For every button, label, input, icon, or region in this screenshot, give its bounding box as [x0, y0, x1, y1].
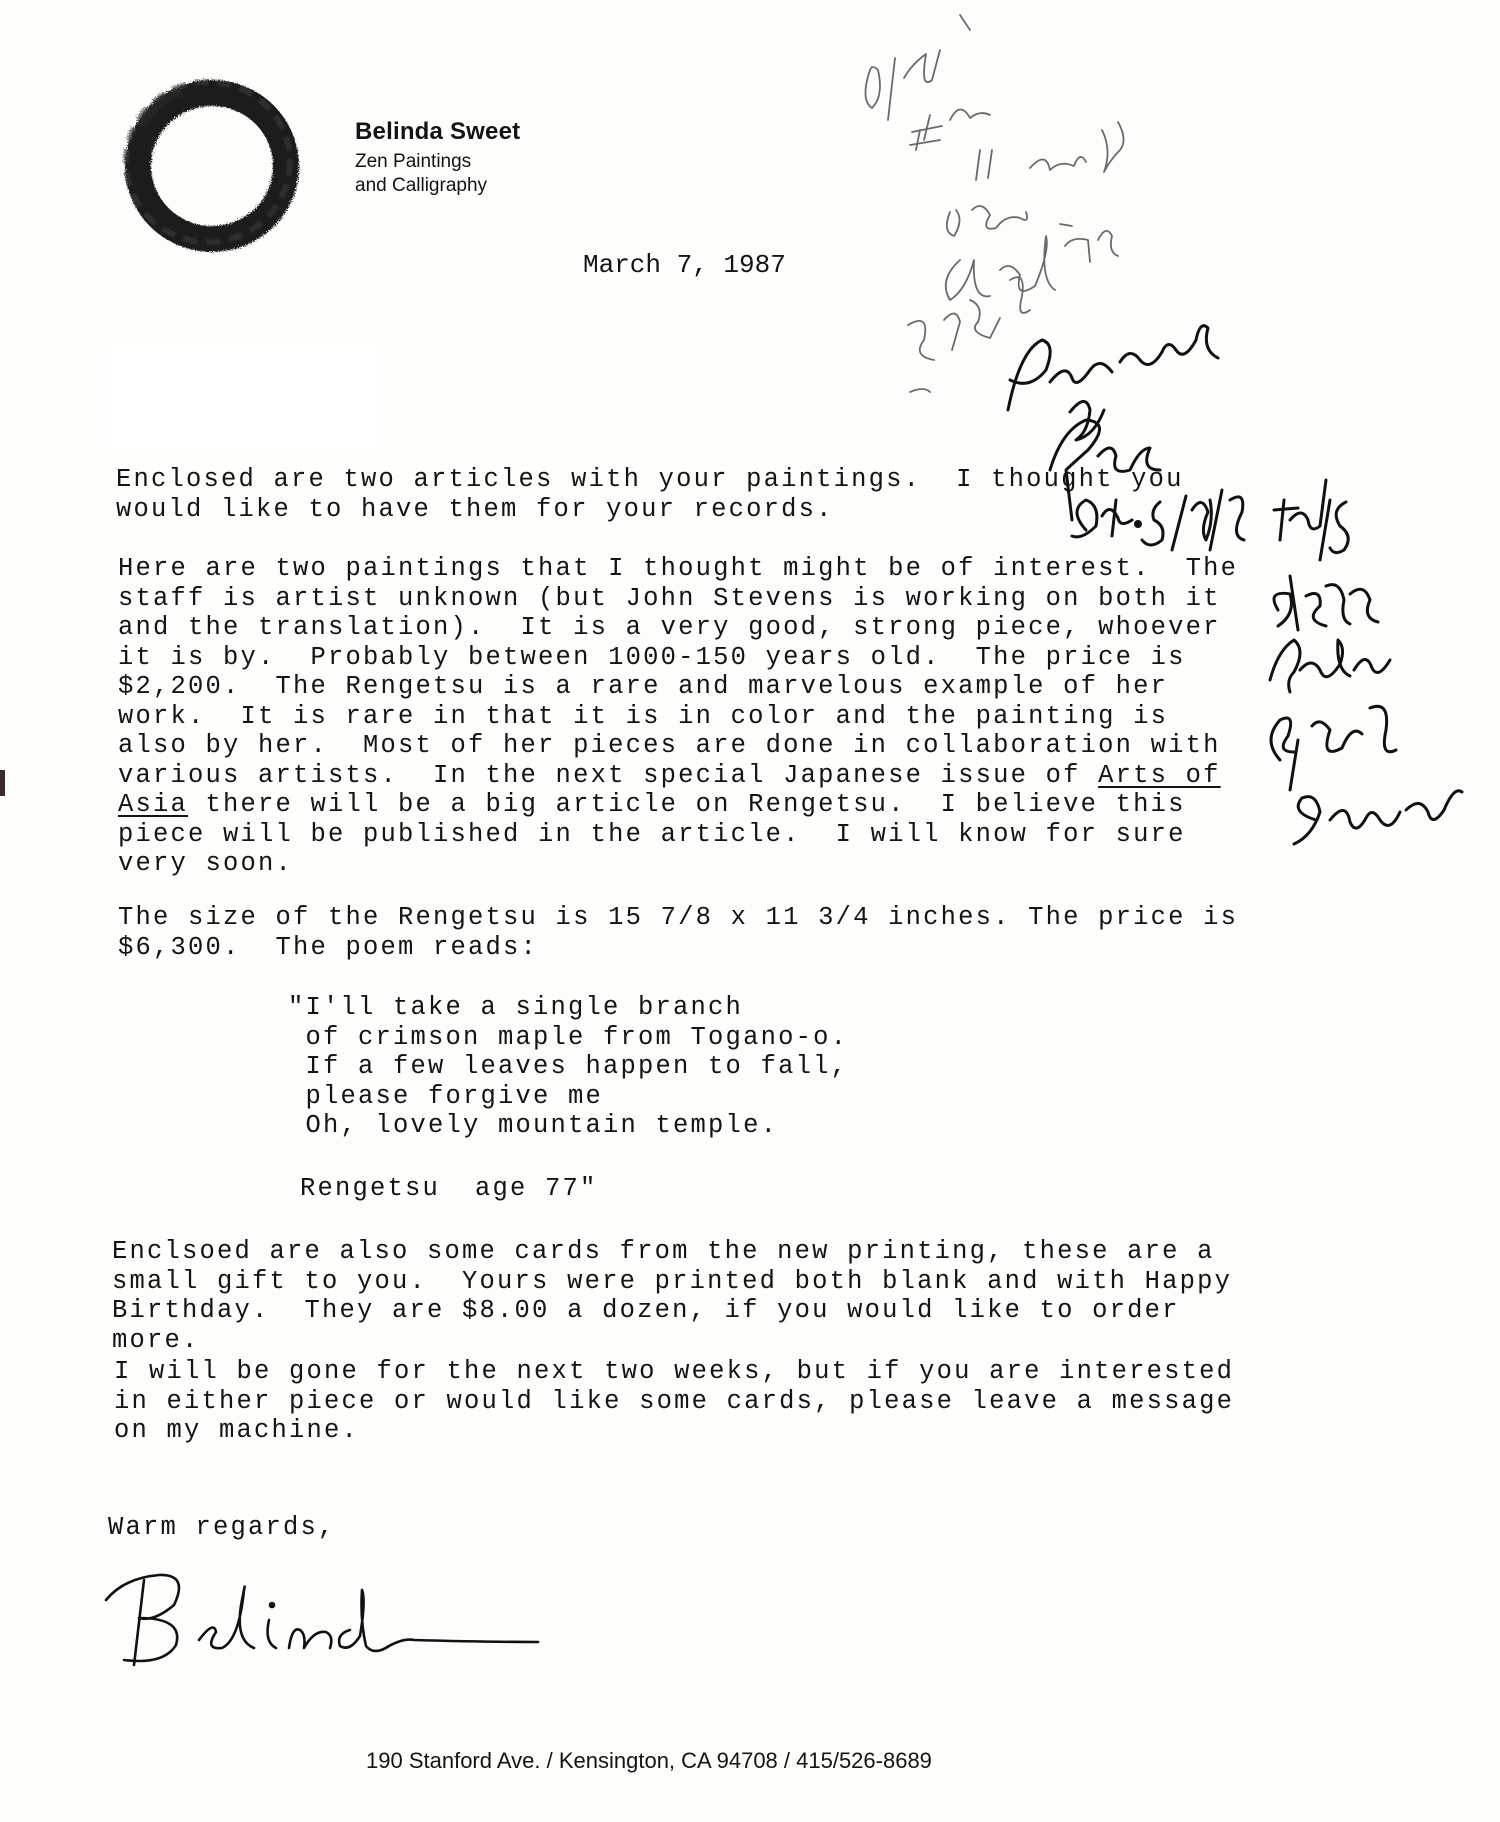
text-line: it is by. Probably between 1000-150 years old. The price is — [118, 642, 1186, 672]
poem-line: "I'll take a single branch — [288, 993, 744, 1022]
text-line: I will be gone for the next two weeks, but if you are interested — [114, 1357, 1235, 1386]
text-line — [118, 761, 1238, 791]
text-line: Enclsoed are also some cards from the new printing, these are a — [112, 1237, 1215, 1266]
letterhead-footer-address: 190 Stanford Ave. / Kensington, CA 94708 / 415/526-8689 — [366, 1748, 932, 1773]
text-segment: various artists. In the next special Japanese issue of — [118, 760, 1099, 790]
letter-date: March 7, 1987 — [583, 250, 786, 280]
text-segment: there will be a big article on Rengetsu. I believe this — [188, 790, 1186, 819]
text-line: Birthday. They are $8.00 a dozen, if you would like to order — [112, 1296, 1180, 1325]
letterhead-name: Belinda Sweet — [355, 118, 521, 145]
handwritten-signature — [104, 1560, 544, 1670]
text-line: more. — [112, 1325, 200, 1355]
paragraph-paintings — [118, 554, 1238, 879]
poem-attribution: Rengetsu age 77" — [300, 1174, 598, 1203]
scan-edge-mark — [0, 770, 5, 796]
text-line: also by her. Most of her pieces are done in collaboration with — [118, 731, 1221, 760]
text-line: Enclosed are two articles with your paintings. I thought you — [116, 465, 1184, 494]
text-line: very soon. — [118, 849, 294, 878]
redacted-address-block — [110, 345, 376, 450]
publication-title: Asia — [118, 790, 189, 819]
letterhead-subtitle-line: and Calligraphy — [355, 175, 488, 196]
enso-logo-icon — [112, 66, 312, 262]
text-line: piece will be published in the article. I will know for sure — [118, 819, 1186, 849]
paragraph-away-notice — [114, 1357, 1234, 1446]
paragraph-rengetsu-size — [118, 903, 1238, 962]
text-line: $2,200. The Rengetsu is a rare and marvelous example of her — [118, 672, 1169, 701]
text-line: $6,300. The poem reads: — [118, 932, 539, 962]
text-line: work. It is rare in that it is in color and the painting is — [118, 701, 1169, 731]
text-line — [118, 790, 1238, 820]
text-line: staff is artist unknown (but John Stevens is working on both it — [118, 583, 1221, 613]
paragraph-articles — [116, 465, 1184, 524]
publication-title: Arts of — [1098, 760, 1221, 790]
text-line: in either piece or would like some cards, please leave a message — [114, 1386, 1235, 1416]
letterhead-subtitle-line: Zen Paintings — [355, 151, 472, 172]
poem-line: Oh, lovely mountain temple. — [288, 1111, 779, 1140]
text-line: Here are two paintings that I thought might be of interest. The — [118, 554, 1239, 583]
poem-line: If a few leaves happen to fall, — [288, 1052, 849, 1081]
paragraph-cards — [112, 1237, 1232, 1355]
poem-line: please forgive me — [288, 1081, 604, 1111]
text-line: small gift to you. Yours were printed both blank and with Happy — [112, 1266, 1233, 1296]
text-line: The size of the Rengetsu is 15 7/8 x 11 3/4 inches. The price is — [118, 903, 1239, 932]
text-line: would like to have them for your records. — [116, 494, 834, 524]
closing-salutation: Warm regards, — [108, 1513, 336, 1542]
poem-line: of crimson maple from Togano-o. — [288, 1022, 849, 1052]
poem-block — [288, 993, 848, 1141]
text-line: and the translation). It is a very good, strong piece, whoever — [118, 613, 1221, 642]
text-line: on my machine. — [114, 1416, 360, 1445]
letterhead-subtitle — [355, 150, 487, 198]
